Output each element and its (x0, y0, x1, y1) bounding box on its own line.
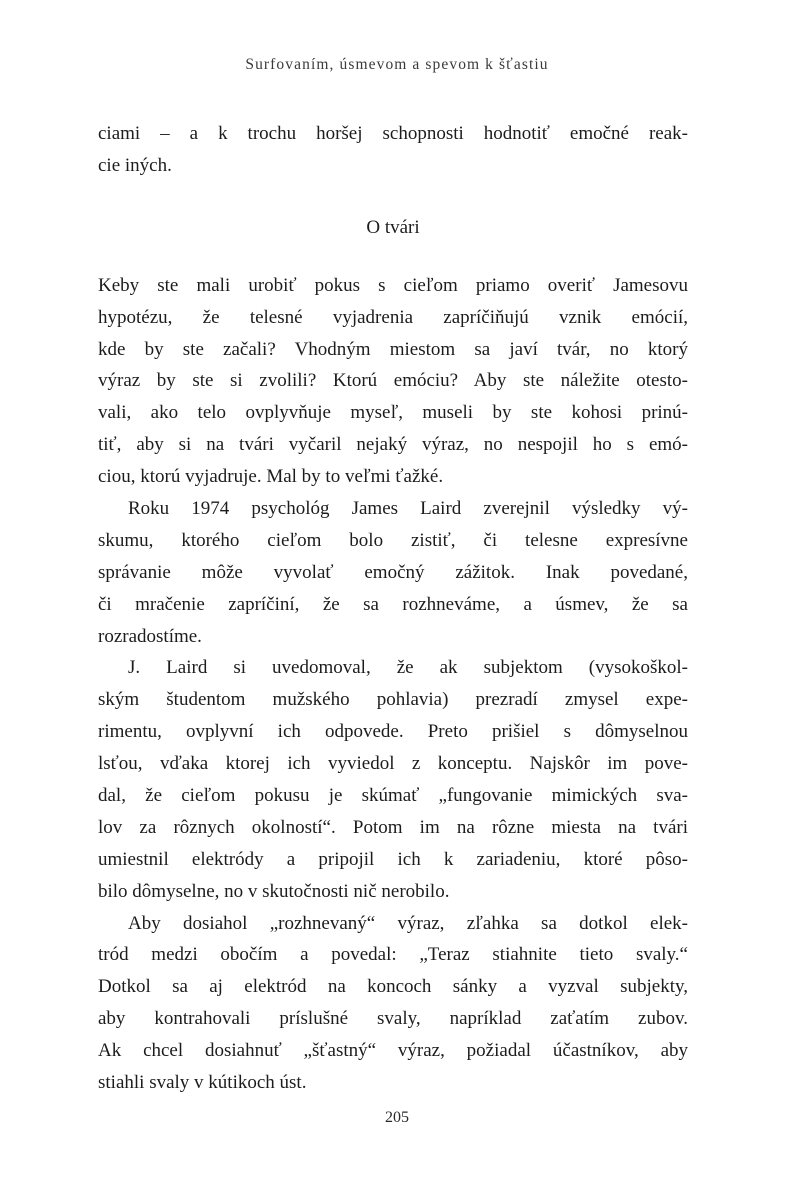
text-line: cie iných. (98, 154, 172, 176)
text-line: ciou, ktorú vyjadruje. Mal by to veľmi ťažké. (98, 466, 444, 488)
text-line: Roku 1974 psychológ James Laird zverejnil výsledky vý- (128, 498, 688, 520)
running-head: Surfovaním, úsmevom a spevom k šťastiu (245, 56, 549, 73)
text-line: tiť, aby si na tvári vyčaril nejaký výraz, no nespojil ho s emó- (98, 434, 688, 456)
text-line: správanie môže vyvolať emočný zážitok. Inak povedané, (98, 561, 688, 583)
text-line: hypotézu, že telesné vyjadrenia zapríčiňujú vznik emócií, (98, 306, 688, 328)
text-line: Ak chcel dosiahnuť „šťastný“ výraz, požiadal účastníkov, aby (98, 1040, 688, 1062)
text-line: ciami – a k trochu horšej schopnosti hodnotiť emočné reak- (98, 123, 688, 144)
text-line: Dotkol sa aj elektród na koncoch sánky a vyzval subjekty, (98, 976, 688, 998)
text-line: ským študentom mužského pohlavia) prezradí zmysel expe- (98, 689, 688, 711)
text-line: rozradostíme. (98, 625, 202, 647)
paragraph-4 (98, 908, 688, 1099)
text-line: skumu, ktorého cieľom bolo zistiť, či telesne expresívne (98, 529, 688, 551)
intro-fragment (98, 118, 688, 182)
text-line: tród medzi obočím a povedal: „Teraz stiahnite tieto svaly.“ (98, 944, 688, 966)
paragraph-1 (98, 270, 688, 493)
text-line: rimentu, ovplyvní ich odpovede. Preto prišiel s dômyselnou (98, 721, 688, 743)
text-line: či mračenie zapríčiní, že sa rozhneváme, a úsmev, že sa (98, 593, 688, 615)
text-line: stiahli svaly v kútikoch úst. (98, 1072, 307, 1094)
paragraph-3 (98, 652, 688, 907)
text-line: kde by ste začali? Vhodným miestom sa javí tvár, no ktorý (98, 338, 688, 360)
text-line: výraz by ste si zvolili? Ktorú emóciu? Aby ste náležite otesto- (98, 370, 688, 392)
paragraph-2 (98, 493, 688, 652)
text-line: Keby ste mali urobiť pokus s cieľom priamo overiť Jamesovu (98, 274, 688, 296)
text-line: Aby dosiahol „rozhnevaný“ výraz, zľahka sa dotkol elek- (128, 912, 688, 934)
section-heading: O tvári (366, 216, 420, 238)
text-line: aby kontrahovali príslušné svaly, napríklad zaťatím zubov. (98, 1008, 688, 1030)
text-line: umiestnil elektródy a pripojil ich k zariadeniu, ktoré pôso- (98, 848, 688, 870)
page-number: 205 (385, 1109, 409, 1126)
text-line: bilo dômyselne, no v skutočnosti nič nerobilo. (98, 880, 450, 902)
text-line: lov za rôznych okolností“. Potom im na rôzne miesta na tvári (98, 816, 688, 838)
text-line: dal, že cieľom pokusu je skúmať „fungovanie mimických sva- (98, 785, 688, 807)
text-line: lsťou, vďaka ktorej ich vyviedol z konceptu. Najskôr im pove- (98, 753, 688, 775)
body-text (98, 118, 688, 1099)
text-line: vali, ako telo ovplyvňuje myseľ, museli by ste kohosi prinú- (98, 402, 688, 424)
text-line: J. Laird si uvedomoval, že ak subjektom (vysokoškol- (128, 657, 688, 679)
